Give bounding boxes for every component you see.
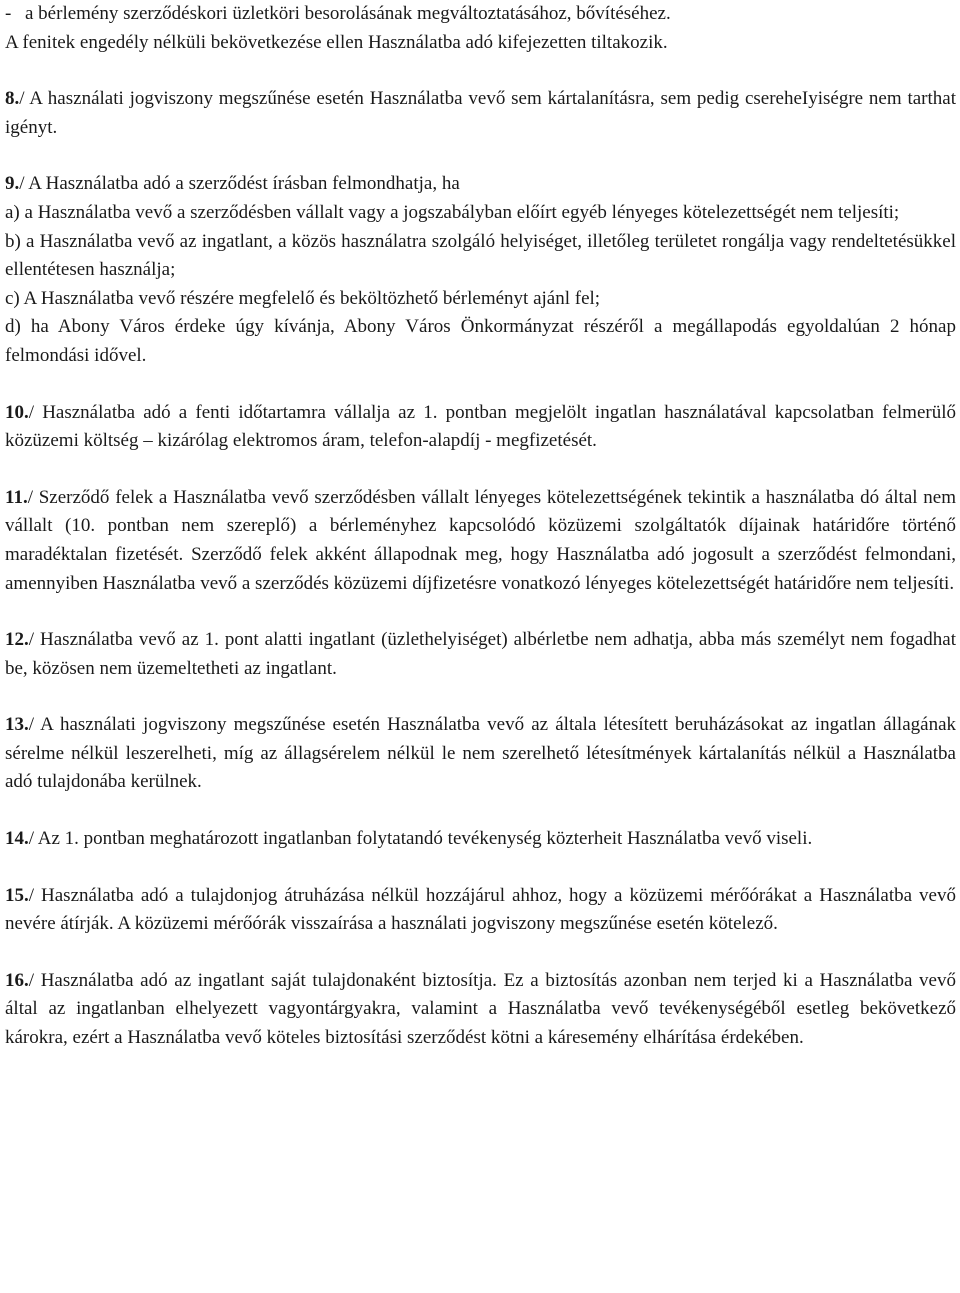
section-10-number: 10. [5, 401, 29, 423]
section-14 [5, 825, 956, 854]
section-15-text: / Használatba adó a tulajdonjog átruházása nélkül hozzájárul ahhoz, hogy a közüzemi mérőórákat a Használatba vevő nevére átírják. A közüzemi mérőórák visszaírása a használati jogviszony megszűnése esetén kötelező. [5, 884, 956, 935]
section-12-number: 12. [5, 629, 29, 651]
section-14-number: 14. [5, 828, 29, 850]
section-8 [5, 85, 956, 142]
bullet-line [5, 0, 956, 29]
section-13-number: 13. [5, 714, 29, 736]
section-8-number: 8. [5, 88, 20, 110]
section-15-number: 15. [5, 884, 29, 906]
section-12-text: / Használatba vevő az 1. pont alatti ingatlant (üzlethelyiséget) albérletbe nem adhatja, abba más személyt nem fogadhat be, közösen nem üzemeltetheti az ingatlant. [5, 629, 956, 679]
section-10 [5, 399, 956, 456]
section-10-text: / Használatba adó a fenti időtartamra vállalja az 1. pontban megjelölt ingatlan használatával kapcsolatban felmerülő közüzemi költség – kizárólag elektromos áram, telefon-alapdíj - megfizetését. [5, 401, 956, 452]
section-14-text: / Az 1. pontban meghatározott ingatlanban folytatandó tevékenység közterheit Használatba vevő viseli. [28, 828, 813, 850]
section-16-number: 16. [5, 969, 29, 991]
bullet-text: a bérlemény szerződéskori üzletköri besorolásának megváltoztatásához, bővítéséhez. [25, 3, 671, 24]
section-13 [5, 711, 956, 797]
section-9-item-b: b) a Használatba vevő az ingatlant, a közös használatra szolgáló helyiséget, illetőleg területet rongálja vagy rendeltetésükkel ellentétesen használja; [5, 230, 956, 281]
section-9 [5, 170, 956, 370]
section-13-text: / A használati jogviszony megszűnése esetén Használatba vevő az általa létesített beruházásokat az ingatlan állagának sérelme nélkül leszerelheti, míg az állagsérelem nélkül le nem szerelhető létesítmények kártalanítás nélkül a Használatba adó tulajdonába kerülnek. [5, 714, 956, 793]
section-9-item-a: a) a Használatba vevő a szerződésben vállalt vagy a jogszabályban előírt egyéb lényeges kötelezettségét nem teljesíti; [5, 201, 900, 223]
objection-line: A fenitek engedély nélküli bekövetkezése ellen Használatba adó kifejezetten tiltakozik. [5, 31, 668, 53]
bullet-dash: - [5, 3, 12, 24]
document-body [5, 0, 956, 1053]
section-11 [5, 484, 956, 598]
section-9-item-c: c) A Használatba vevő részére megfelelő és beköltözhető bérleményt ajánl fel; [5, 287, 601, 309]
section-12 [5, 626, 956, 683]
section-15 [5, 882, 956, 939]
section-11-text: / Szerződő felek a Használatba vevő szerződésben vállalt lényeges kötelezettségének tekintik a használatba dó által nem vállalt (10. pontban nem szereplő) a bérleményhez kapcsolódó közüzemi szolgáltatók díjainak határidőre történő maradéktalan fizetését. Szerződő felek akként állapodnak meg, hogy Használatba adó jogosult a szerződést felmondani, amennyiben Használatba vevő a szerződés közüzemi díjfizetésre vonatkozó lényeges kötelezettségét határidőre nem teljesíti. [5, 486, 956, 594]
section-9-item-d: d) ha Abony Város érdeke úgy kívánja, Abony Város Önkormányzat részéről a megállapodás egyoldalúan 2 hónap felmondási idővel. [5, 316, 956, 366]
section-9-intro [5, 170, 956, 199]
section-11-number: 11. [5, 486, 28, 508]
section-9-text: / A Használatba adó a szerződést írásban felmondhatja, ha [19, 173, 460, 195]
section-16-text: / Használatba adó az ingatlant saját tulajdonaként biztosítja. Ez a biztosítás azonban nem terjed ki a Használatba vevő által az ingatlanban elhelyezett vagyontárgyakra, valamint a Használatba vevő tevékenységéből esetleg bekövetkező károkra, ezért a Használatba vevő köteles biztosítási szerződést kötni a káresemény elhárítása érdekében. [5, 969, 956, 1049]
section-9-number: 9. [5, 173, 20, 195]
section-16 [5, 967, 956, 1053]
section-8-text: / A használati jogviszony megszűnése esetén Használatba vevő sem kártalanításra, sem pedig csereheIyiségre nem tarthat igényt. [5, 88, 956, 138]
